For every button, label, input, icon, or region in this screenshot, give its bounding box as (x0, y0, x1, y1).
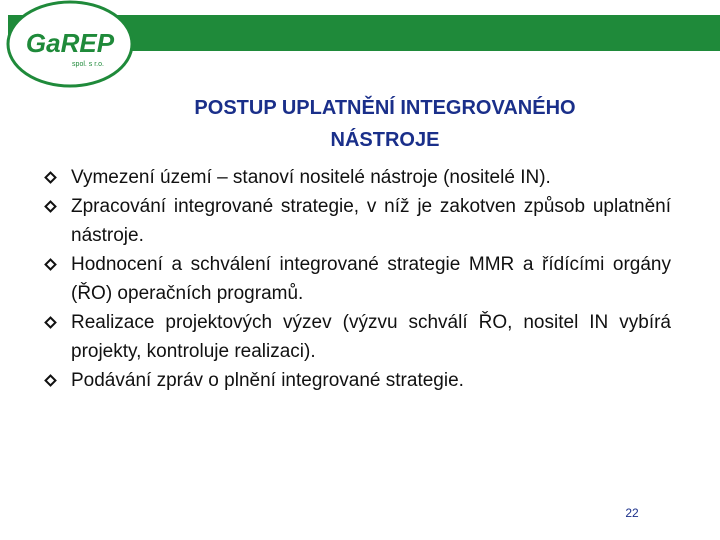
list-item-text: Podávání zpráv o plnění integrované strategie. (71, 370, 464, 391)
bullet-square-icon (44, 374, 57, 387)
logo-graphic (4, 0, 136, 88)
list-item (46, 192, 671, 250)
list-item (46, 366, 671, 395)
page-number: 22 (625, 506, 639, 520)
list-item-text: Zpracování integrované strategie, v níž je zakotven způsob uplatnění nástroje. (71, 196, 671, 246)
logo-subtitle: spol. s r.o. (72, 61, 104, 68)
slide-title (150, 92, 620, 156)
slide-title-line1: POSTUP UPLATNĚNÍ INTEGROVANÉHO (194, 97, 576, 119)
slide-title-line2: NÁSTROJE (330, 129, 440, 151)
list-item (46, 308, 671, 366)
bullet-square-icon (44, 316, 57, 329)
logo-brand: GaREP (25, 28, 115, 58)
list-item-text: Realizace projektových výzev (výzvu schválí ŘO, nositel IN vybírá projekty, kontroluje realizaci). (71, 312, 671, 362)
company-logo (4, 0, 136, 88)
list-item (46, 163, 671, 192)
list-item-text: Hodnocení a schválení integrované strategie MMR a řídícími orgány (ŘO) operačních programů. (71, 254, 671, 304)
list-item (46, 250, 671, 308)
bullet-square-icon (44, 200, 57, 213)
list-item-text: Vymezení území – stanoví nositelé nástroje (nositelé IN). (71, 167, 551, 188)
bullet-square-icon (44, 258, 57, 271)
bullet-list (46, 163, 671, 395)
bullet-square-icon (44, 171, 57, 184)
